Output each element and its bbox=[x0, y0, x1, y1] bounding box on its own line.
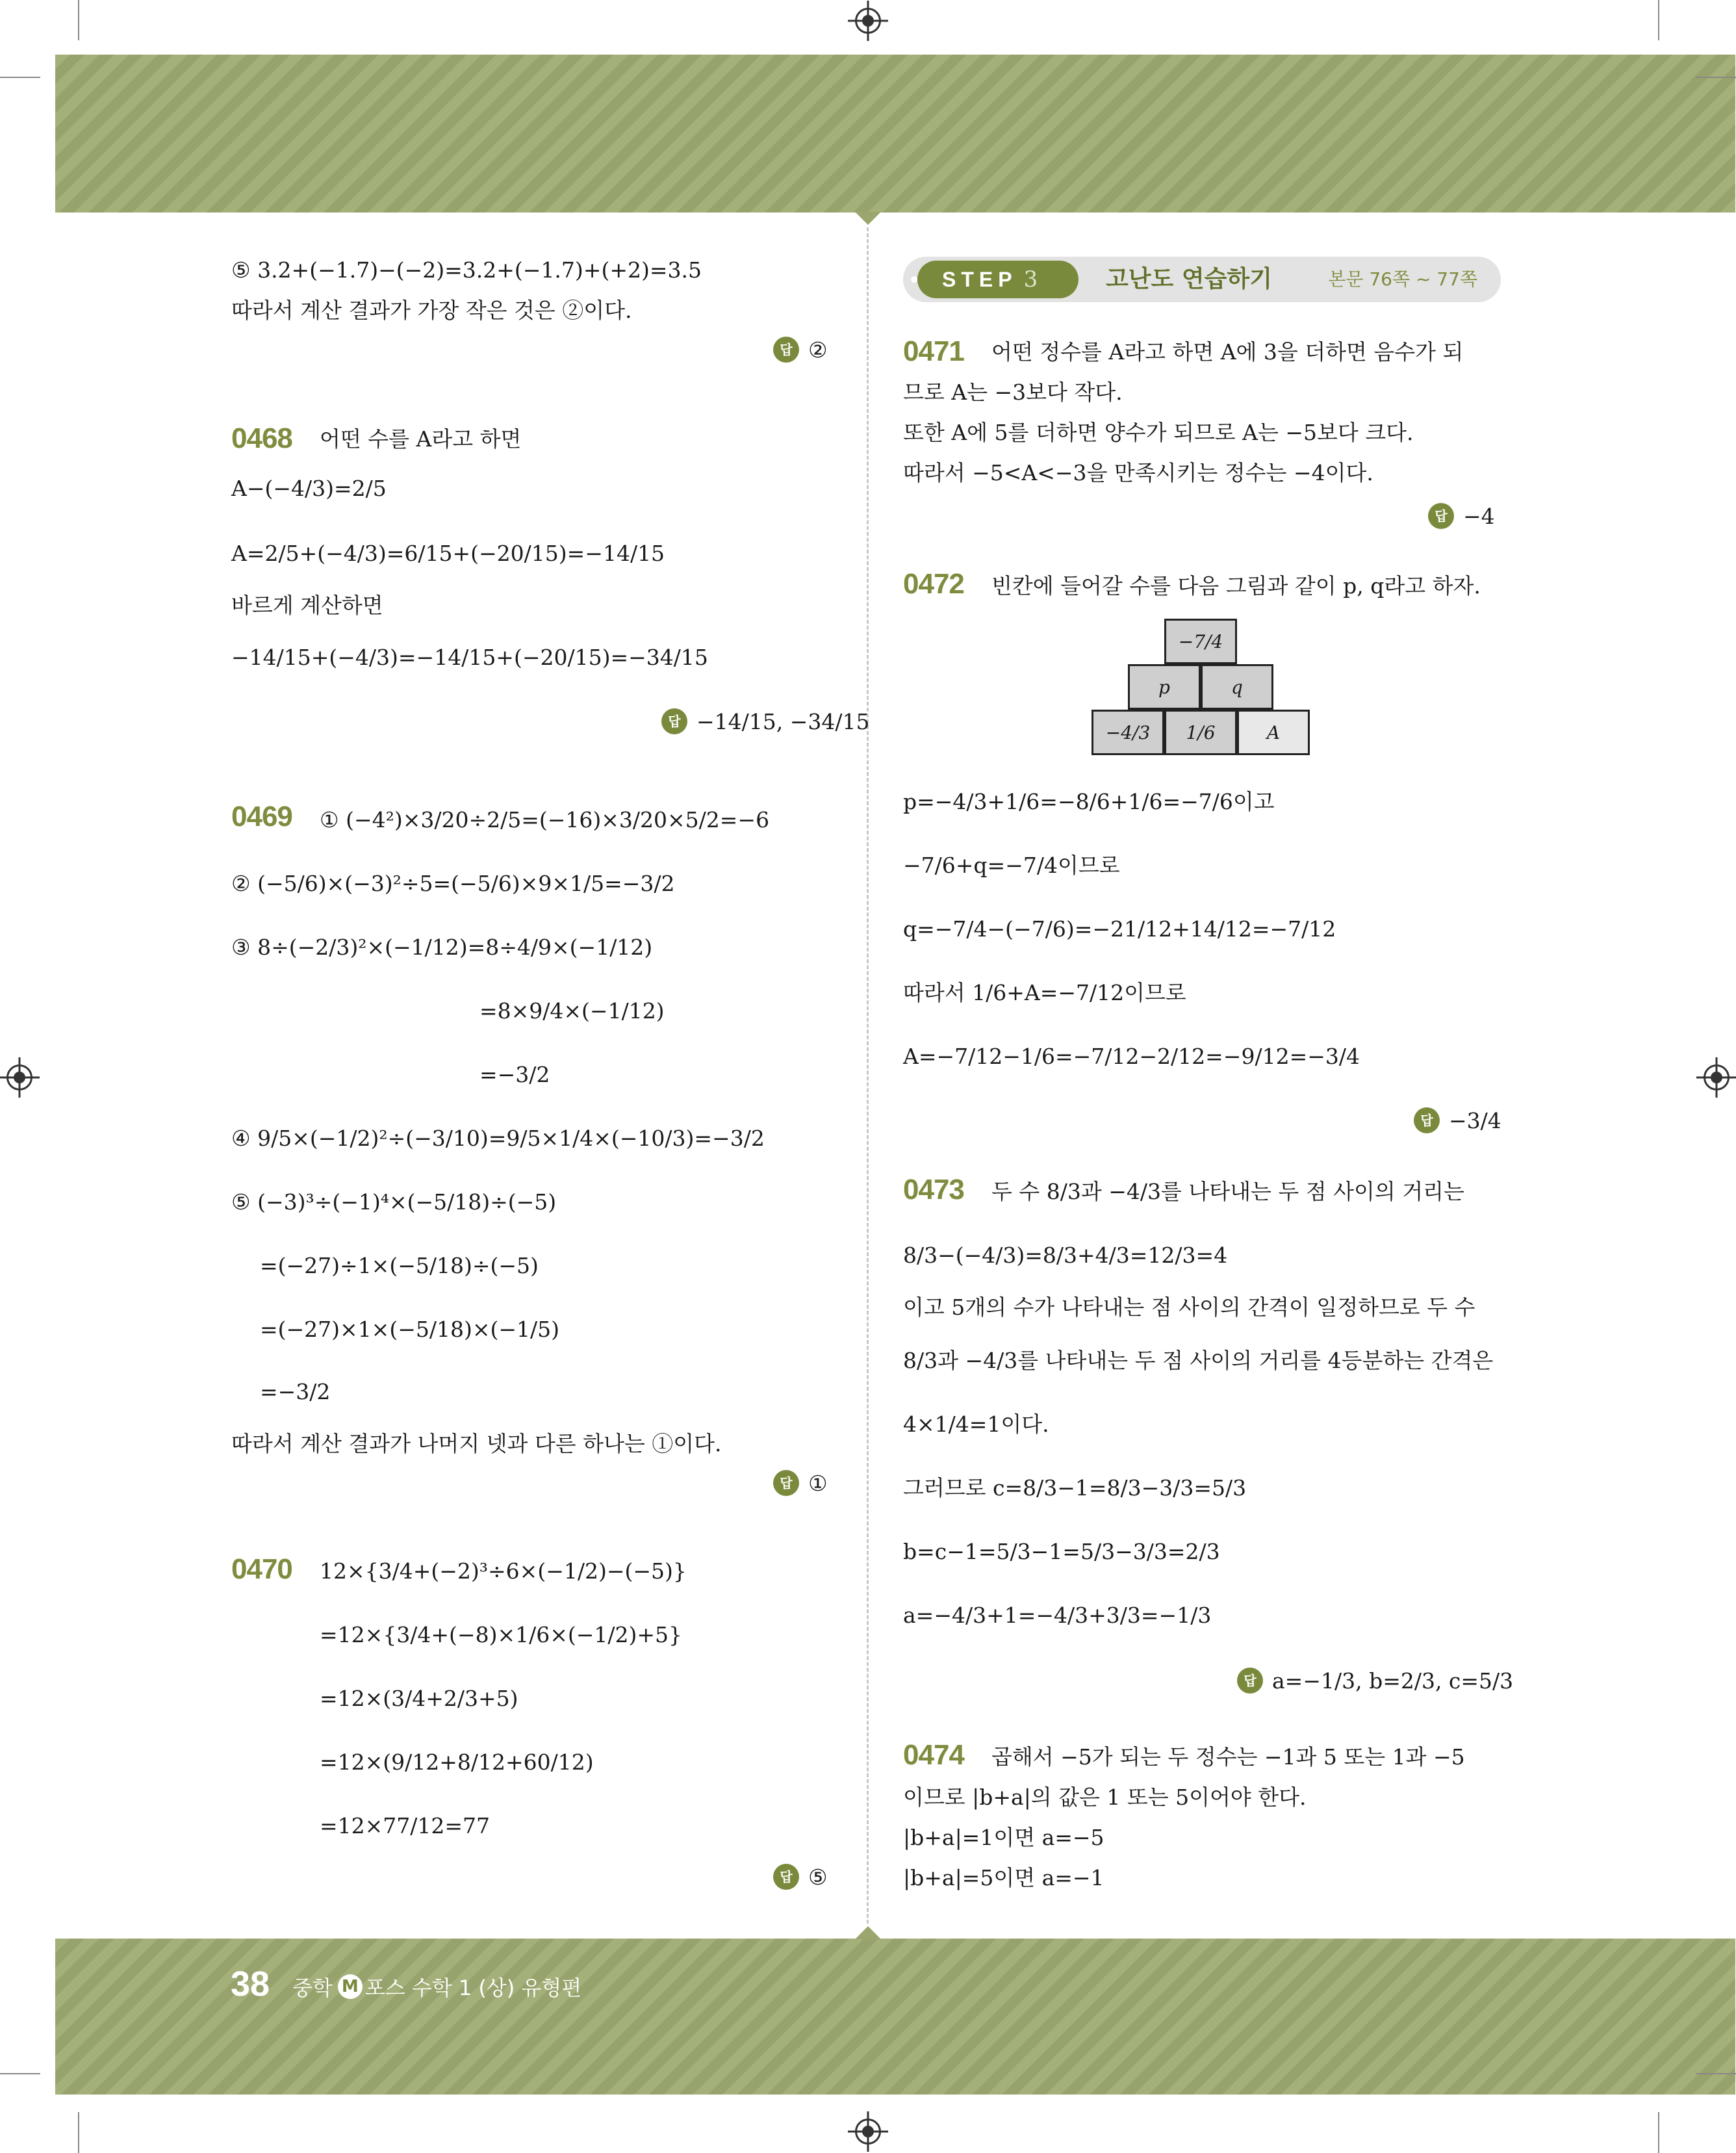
answer-badge-icon: 답 bbox=[1237, 1668, 1263, 1694]
pyramid-cell-bottom-3: A bbox=[1237, 710, 1310, 755]
problem-number: 0468 bbox=[231, 422, 292, 454]
pyramid-cell-q: q bbox=[1201, 664, 1273, 710]
solution-line: 이므로 |b+a|의 값은 1 또는 5이어야 한다. bbox=[903, 1785, 1307, 1810]
crop-mark bbox=[0, 77, 40, 78]
answer-box bbox=[661, 708, 869, 734]
book-level: 중학 bbox=[292, 1976, 333, 2000]
equation-line: =8×9/4×(−1/12) bbox=[479, 998, 665, 1024]
equation-line: p=−4/3+1/6=−8/6+1/6=−7/6이고 bbox=[903, 789, 1275, 814]
answer-box bbox=[773, 337, 828, 363]
answer-box bbox=[773, 1470, 828, 1496]
equation-line: =−3/2 bbox=[479, 1062, 550, 1087]
answer-box bbox=[773, 1864, 828, 1890]
answer-badge-icon: 답 bbox=[1414, 1107, 1440, 1133]
footer-band bbox=[55, 1939, 1735, 2095]
equation-line: b=c−1=5/3−1=5/3−3/3=2/3 bbox=[903, 1539, 1220, 1564]
solution-line: 빈칸에 들어갈 수를 다음 그림과 같이 p, q라고 하자. bbox=[991, 573, 1481, 599]
equation-line: 4×1/4=1이다. bbox=[903, 1412, 1049, 1437]
answer-text: ① bbox=[808, 1470, 828, 1496]
answer-badge-icon: 답 bbox=[773, 337, 799, 363]
equation-line: ① (−4²)×3/20÷2/5=(−16)×3/20×5/2=−6 bbox=[320, 807, 770, 832]
answer-box bbox=[1428, 503, 1495, 529]
equation-line: ③ 8÷(−2/3)²×(−1/12)=8÷4/9×(−1/12) bbox=[231, 935, 653, 960]
problem-number: 0472 bbox=[903, 568, 964, 600]
crop-mark bbox=[78, 2112, 79, 2153]
answer-text: −14/15, −34/15 bbox=[696, 708, 870, 734]
page-reference: 본문 76쪽 ~ 77쪽 bbox=[1328, 268, 1477, 290]
equation-line: 12×{3/4+(−2)³÷6×(−1/2)−(−5)} bbox=[320, 1558, 687, 1584]
equation-line: ④ 9/5×(−1/2)²÷(−3/10)=9/5×1/4×(−10/3)=−3/2 bbox=[231, 1126, 765, 1151]
intro-line: ⑤ 3.2+(−1.7)−(−2)=3.2+(−1.7)+(+2)=3.5 bbox=[231, 257, 702, 283]
solution-line: 므로 A는 −3보다 작다. bbox=[903, 380, 1123, 405]
crop-mark bbox=[0, 2073, 40, 2074]
registration-mark-icon bbox=[855, 8, 881, 34]
crop-mark bbox=[78, 0, 79, 40]
crop-mark bbox=[1658, 0, 1659, 40]
answer-box bbox=[1237, 1668, 1513, 1694]
equation-line: =12×77/12=77 bbox=[320, 1813, 491, 1838]
answer-box bbox=[1414, 1107, 1501, 1133]
header-band bbox=[55, 55, 1735, 213]
solution-line: 곱해서 −5가 되는 두 정수는 −1과 5 또는 1과 −5 bbox=[991, 1744, 1465, 1770]
crop-mark bbox=[1696, 77, 1736, 78]
answer-text: ② bbox=[808, 337, 828, 363]
bullet-icon bbox=[911, 276, 917, 283]
problem-number: 0473 bbox=[903, 1174, 964, 1205]
problem-number: 0469 bbox=[231, 801, 292, 832]
step-header bbox=[903, 257, 1501, 302]
solution-line: 이고 5개의 수가 나타내는 점 사이의 간격이 일정하므로 두 수 bbox=[903, 1295, 1475, 1320]
registration-mark-icon bbox=[6, 1064, 32, 1090]
intro-conclusion: 따라서 계산 결과가 가장 작은 것은 ②이다. bbox=[231, 298, 632, 323]
equation-line: 8/3−(−4/3)=8/3+4/3=12/3=4 bbox=[903, 1243, 1228, 1268]
answer-text: −3/4 bbox=[1449, 1107, 1501, 1133]
pyramid-cell-top: −7/4 bbox=[1164, 619, 1237, 664]
step-label: STEP bbox=[942, 268, 1017, 291]
solution-line: 8/3과 −4/3를 나타내는 두 점 사이의 거리를 4등분하는 간격은 bbox=[903, 1348, 1494, 1373]
registration-mark-icon bbox=[1704, 1064, 1730, 1090]
pyramid-cell-bottom-1: −4/3 bbox=[1091, 710, 1164, 755]
equation-line: −7/6+q=−7/4이므로 bbox=[903, 853, 1120, 878]
pyramid-cell-p: p bbox=[1128, 664, 1201, 710]
equation-line: −14/15+(−4/3)=−14/15+(−20/15)=−34/15 bbox=[231, 645, 708, 670]
registration-mark-icon bbox=[855, 2119, 881, 2145]
equation-line: 그러므로 c=8/3−1=8/3−3/3=5/3 bbox=[903, 1475, 1247, 1501]
equation-line: =12×(9/12+8/12+60/12) bbox=[320, 1749, 594, 1775]
equation-line: =(−27)×1×(−5/18)×(−1/5) bbox=[260, 1317, 560, 1342]
solution-line: |b+a|=5이면 a=−1 bbox=[903, 1865, 1104, 1890]
equation-line: q=−7/4−(−7/6)=−21/12+14/12=−7/12 bbox=[903, 916, 1336, 942]
pyramid-cell-bottom-2: 1/6 bbox=[1164, 710, 1237, 755]
header-notch bbox=[855, 212, 881, 225]
step-title: 고난도 연습하기 bbox=[1106, 266, 1272, 292]
column-divider bbox=[867, 227, 869, 1924]
solution-line: 어떤 수를 A라고 하면 bbox=[320, 426, 522, 452]
answer-badge-icon: 답 bbox=[773, 1864, 799, 1890]
footer-notch bbox=[855, 1926, 881, 1939]
equation-line: A=2/5+(−4/3)=6/15+(−20/15)=−14/15 bbox=[231, 541, 665, 566]
equation-line: a=−4/3+1=−4/3+3/3=−1/3 bbox=[903, 1603, 1212, 1628]
solution-line: 바르게 계산하면 bbox=[231, 593, 383, 618]
equation-line: ⑤ (−3)³÷(−1)⁴×(−5/18)÷(−5) bbox=[231, 1189, 557, 1215]
book-title bbox=[292, 1972, 581, 2002]
problem-number: 0474 bbox=[903, 1739, 964, 1771]
crop-mark bbox=[1658, 2112, 1659, 2153]
crop-mark bbox=[1696, 2073, 1736, 2074]
solution-line: 두 수 8/3과 −4/3를 나타내는 두 점 사이의 거리는 bbox=[991, 1179, 1464, 1204]
solution-line: 어떤 정수를 A라고 하면 A에 3을 더하면 음수가 되 bbox=[991, 339, 1464, 365]
equation-line: =12×(3/4+2/3+5) bbox=[320, 1686, 518, 1711]
equation-line: =−3/2 bbox=[260, 1379, 331, 1404]
solution-line: 또한 A에 5를 더하면 양수가 되므로 A는 −5보다 크다. bbox=[903, 420, 1414, 445]
mpos-logo-icon: M bbox=[338, 1974, 363, 1999]
solution-line: 따라서 계산 결과가 나머지 넷과 다른 하나는 ①이다. bbox=[231, 1431, 722, 1456]
page-number: 38 bbox=[231, 1965, 270, 2004]
solution-line: 따라서 −5<A<−3을 만족시키는 정수는 −4이다. bbox=[903, 460, 1373, 485]
equation-line: =(−27)÷1×(−5/18)÷(−5) bbox=[260, 1253, 539, 1278]
answer-text: −4 bbox=[1463, 503, 1495, 529]
answer-badge-icon: 답 bbox=[1428, 503, 1454, 529]
step-pill bbox=[917, 261, 1079, 298]
book-name: 포스 수학 1 (상) 유형편 bbox=[364, 1976, 582, 2000]
answer-text: a=−1/3, b=2/3, c=5/3 bbox=[1272, 1668, 1514, 1694]
equation-line: 따라서 1/6+A=−7/12이므로 bbox=[903, 980, 1186, 1005]
problem-number: 0471 bbox=[903, 335, 964, 367]
answer-badge-icon: 답 bbox=[773, 1470, 799, 1496]
answer-text: ⑤ bbox=[808, 1864, 828, 1890]
equation-line: A=−7/12−1/6=−7/12−2/12=−9/12=−3/4 bbox=[903, 1044, 1360, 1069]
problem-number: 0470 bbox=[231, 1553, 292, 1585]
solution-line: |b+a|=1이면 a=−5 bbox=[903, 1825, 1104, 1850]
answer-badge-icon: 답 bbox=[661, 708, 687, 734]
equation-line: ② (−5/6)×(−3)²÷5=(−5/6)×9×1/5=−3/2 bbox=[231, 871, 675, 896]
equation-line: =12×{3/4+(−8)×1/6×(−1/2)+5} bbox=[320, 1622, 683, 1647]
equation-line: A−(−4/3)=2/5 bbox=[231, 476, 387, 501]
step-number: 3 bbox=[1023, 266, 1043, 292]
